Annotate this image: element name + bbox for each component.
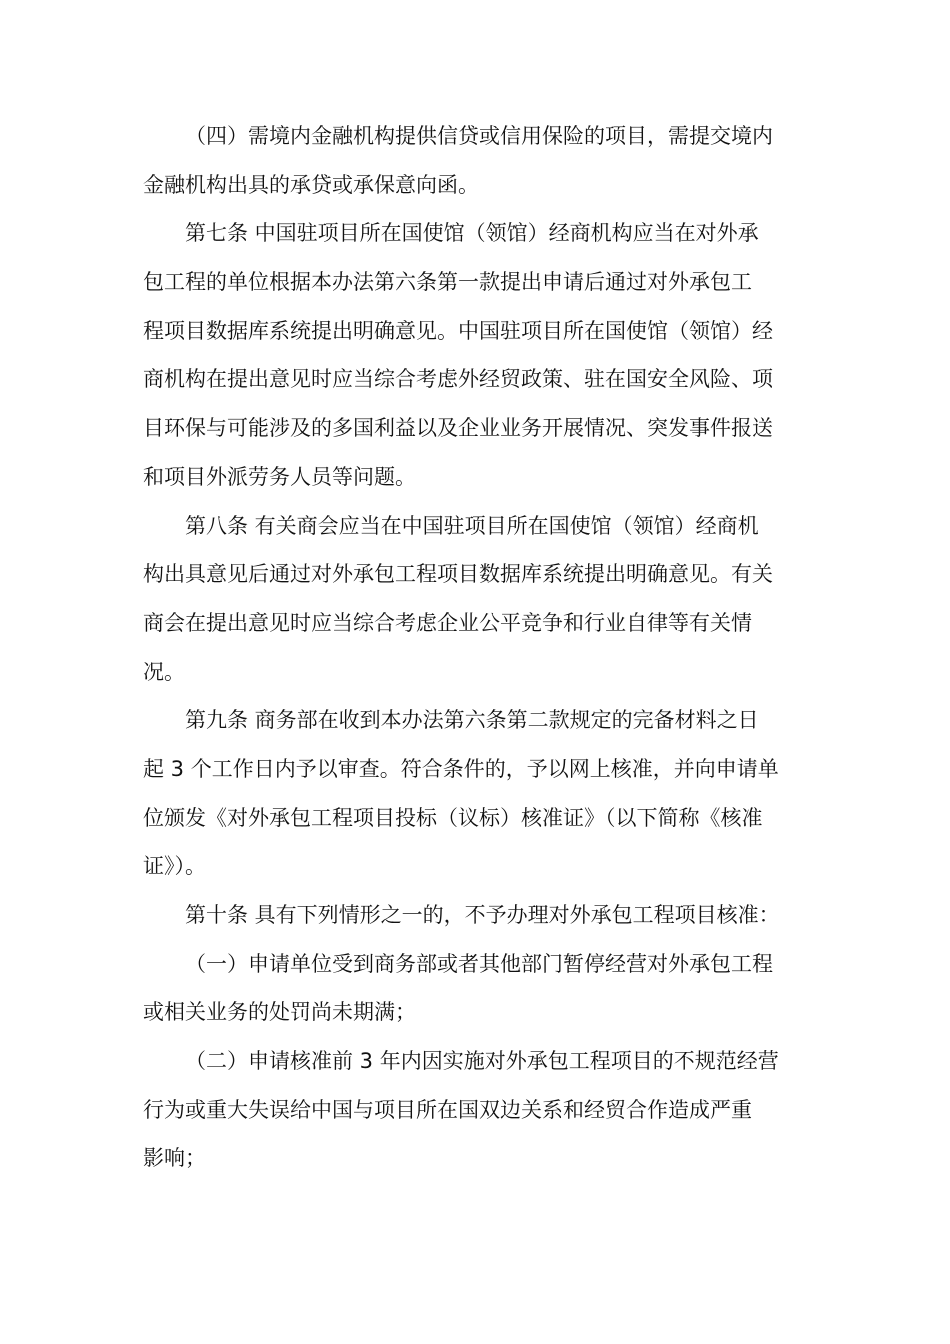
text-line: 第十条 具有下列情形之一的，不予办理对外承包工程项目核准： — [185, 903, 780, 927]
paragraph-item-2 — [143, 1037, 807, 1183]
text-line: 第七条 中国驻项目所在国使馆（领馆）经商机构应当在对外承 — [185, 221, 759, 246]
text-line: （二）申请核准前 3 年内因实施对外承包工程项目的不规范经营 — [185, 1049, 779, 1074]
document-body — [143, 112, 807, 1183]
text-line: 商机构在提出意见时应当综合考虑外经贸政策、驻在国安全风险、项 — [143, 367, 773, 392]
text-line: 证》）。 — [143, 854, 206, 879]
paragraph-item-4 — [143, 112, 807, 209]
text-line: 行为或重大失误给中国与项目所在国双边关系和经贸合作造成严重 — [143, 1097, 752, 1122]
text-line: 商会在提出意见时应当综合考虑企业公平竞争和行业自律等有关情 — [143, 610, 752, 635]
text-line: 构出具意见后通过对外承包工程项目数据库系统提出明确意见。有关 — [143, 562, 773, 587]
text-line: 第八条 有关商会应当在中国驻项目所在国使馆（领馆）经商机 — [185, 513, 759, 538]
paragraph-item-1 — [143, 940, 807, 1037]
article-8 — [143, 502, 807, 697]
article-9 — [143, 696, 807, 891]
text-line: 目环保与可能涉及的多国利益以及企业业务开展情况、突发事件报送 — [143, 416, 773, 441]
text-line: 影响； — [143, 1146, 206, 1171]
text-line: 或相关业务的处罚尚未期满； — [143, 1000, 416, 1025]
text-line: 和项目外派劳务人员等问题。 — [143, 464, 416, 489]
text-line: （一）申请单位受到商务部或者其他部门暂停经营对外承包工程 — [185, 951, 773, 976]
text-line: （四）需境内金融机构提供信贷或信用保险的项目，需提交境内 — [185, 124, 773, 148]
text-line: 起 3 个工作日内予以审查。符合条件的，予以网上核准，并向申请单 — [143, 756, 779, 781]
text-line: 程项目数据库系统提出明确意见。中国驻项目所在国使馆（领馆）经 — [143, 318, 773, 343]
text-line: 包工程的单位根据本办法第六条第一款提出申请后通过对外承包工 — [143, 270, 752, 295]
text-line: 位颁发《对外承包工程项目投标（议标）核准证》（以下简称《核准 — [143, 805, 763, 830]
article-7 — [143, 209, 807, 501]
text-line: 金融机构出具的承贷或承保意向函。 — [143, 172, 479, 197]
text-line: 况。 — [143, 659, 185, 684]
article-10 — [143, 891, 807, 940]
text-line: 第九条 商务部在收到本办法第六条第二款规定的完备材料之日 — [185, 708, 759, 733]
